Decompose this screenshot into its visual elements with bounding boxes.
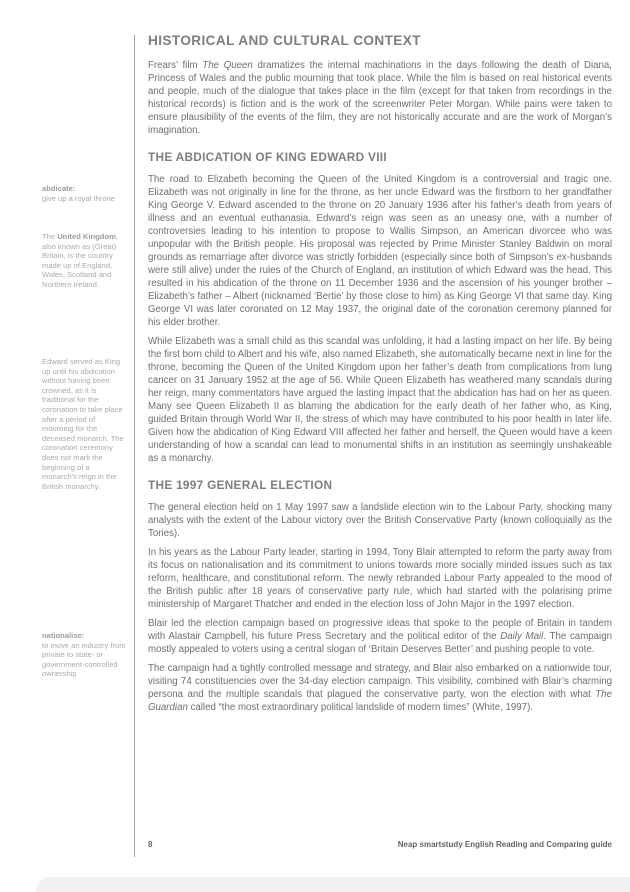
margin-note-united-kingdom: The United Kingdom, also known as (Great) Britain, is the country made up of England, Wales, Scotland and Northern Ireland. xyxy=(42,232,118,289)
footer-guide-title: Neap smartstudy English Reading and Comparing guide xyxy=(397,840,612,849)
margin-note-coronation: Edward served as King up until his abdication without having been crowned, as it is traditional for the coronation to take place after a period of mourning for the deceased monarch. The coronation ceremony does not mark the beginning of a monarch’s reign in the British monarchy. xyxy=(42,357,124,491)
election-paragraph-1: The general election held on 1 May 1997 saw a landslide election win to the Labour Party, shocking many analysts with the extent of the Labour victory over the British Conservative Party (known colloquially as the Tories). xyxy=(148,502,612,539)
abdication-paragraph-1: The road to Elizabeth becoming the Queen of the United Kingdom is a controversial and tragic one. Elizabeth was not originally in line for the throne, as her uncle Edward was the firstborn to her grandfather King George V. Edward ascended to the throne on 20 January 1936 after his father’s death from years of illness and an eventual euthanasia. Edward’s reign was seen as an uneasy one, with a number of controversies leading to his intention to propose to Wallis Simpson, an American divorcee who was unpopular with the British people. His proposal was rejected by Prime Minister Stanley Baldwin on moral grounds as remarriage after divorce was strictly forbidden (especially since both of Simpson’s ex-husbands were still alive) under the rules of the Church of England, an institution of which Edward was the head. This resulted in his abdication of the throne on 11 December 1936 and the ascension of his younger brother – Elizabeth’s father – Albert (nicknamed ‘Bertie’ by those close to him) as King George VI that same day. King George VI was later coronated on 12 May 1937, the original date of the coronation ceremony planned for his elder brother. xyxy=(148,174,612,328)
page-footer xyxy=(148,840,612,849)
abdication-paragraph-2: While Elizabeth was a small child as this scandal was unfolding, it had a lasting impact on her life. By being the first born child to Albert and his wife, also named Elizabeth, she automatically became next in line for the throne, becoming the Queen of the United Kingdom upon her father’s death from complications from lung cancer on 31 January 1952 at the age of 56. While Queen Elizabeth has weathered many scandals during her reign, many commentators have argued the lasting impact that the abdication has had on her as queen. Many see Queen Elizabeth II as blaming the abdication for the early death of her father who, as King, guided Britain through World War II, the stress of which may have contributed to his poor health in later life. Given how the abdication of King Edward VIII affected her father and herself, the Queen would have a keen understanding of how a scandal can lead to monumental shifts in an institution as seemingly unshakeable as a monarchy. xyxy=(148,336,612,464)
intro-paragraph: Frears’ film The Queen dramatizes the internal machinations in the days following the death of Diana, Princess of Wales and the public mourning that took place. While the film is based on real historical events and people, much of the dialogue that takes place in the film (except for that taken from recordings in the historical records) is fiction and is the work of the screenwriter Peter Morgan. While pains were taken to ensure plausibility of the events of the film, they are not historically accurate and are the work of Morgan’s imagination. xyxy=(148,60,612,136)
next-page-edge xyxy=(36,877,630,892)
margin-divider-line xyxy=(134,35,135,857)
margin-note-abdicate: abdicate: give up a royal throne xyxy=(42,184,116,203)
margin-note-nationalise: nationalise: to move an industry from private to state- or government-controlled ownership xyxy=(42,631,126,679)
page-title: HISTORICAL AND CULTURAL CONTEXT xyxy=(148,33,421,48)
election-paragraph-3: Blair led the election campaign based on progressive ideas that spoke to the people of Britain in tandem with Alastair Campbell, his future Press Secretary and the political editor of the Daily Mail. The campaign mostly appealed to voters using a central slogan of ‘Britain Deserves Better’ and pushing people to vote. xyxy=(148,618,612,655)
section-heading-1997-election: THE 1997 GENERAL ELECTION xyxy=(148,478,333,492)
margin-notes-column xyxy=(42,0,126,892)
page-number: 8 xyxy=(148,840,153,849)
election-paragraph-2: In his years as the Labour Party leader, starting in 1994, Tony Blair attempted to reform the party away from its focus on nationalisation and its commitment to unions towards more socially minded issues such as tax reform, healthcare, and constitutional reform. The newly rebranded Labour Party appealed to the mood of the British public after 18 years of conservative party rule, which had started with the polarising prime ministership of Margaret Thatcher and ended in the election loss of John Major in the 1997 election. xyxy=(148,547,612,610)
section-heading-abdication: THE ABDICATION OF KING EDWARD VIII xyxy=(148,150,387,164)
election-paragraph-4: The campaign had a tightly controlled message and strategy, and Blair also embarked on a nationwide tour, visiting 74 constituencies over the 34-day election campaign. This visibility, combined with Blair’s charming persona and the multiple scandals that plagued the conservative party, won the election with what The Guardian called “the most extraordinary political landslide of modern times” (White, 1997). xyxy=(148,663,612,713)
main-text-column xyxy=(148,33,612,720)
